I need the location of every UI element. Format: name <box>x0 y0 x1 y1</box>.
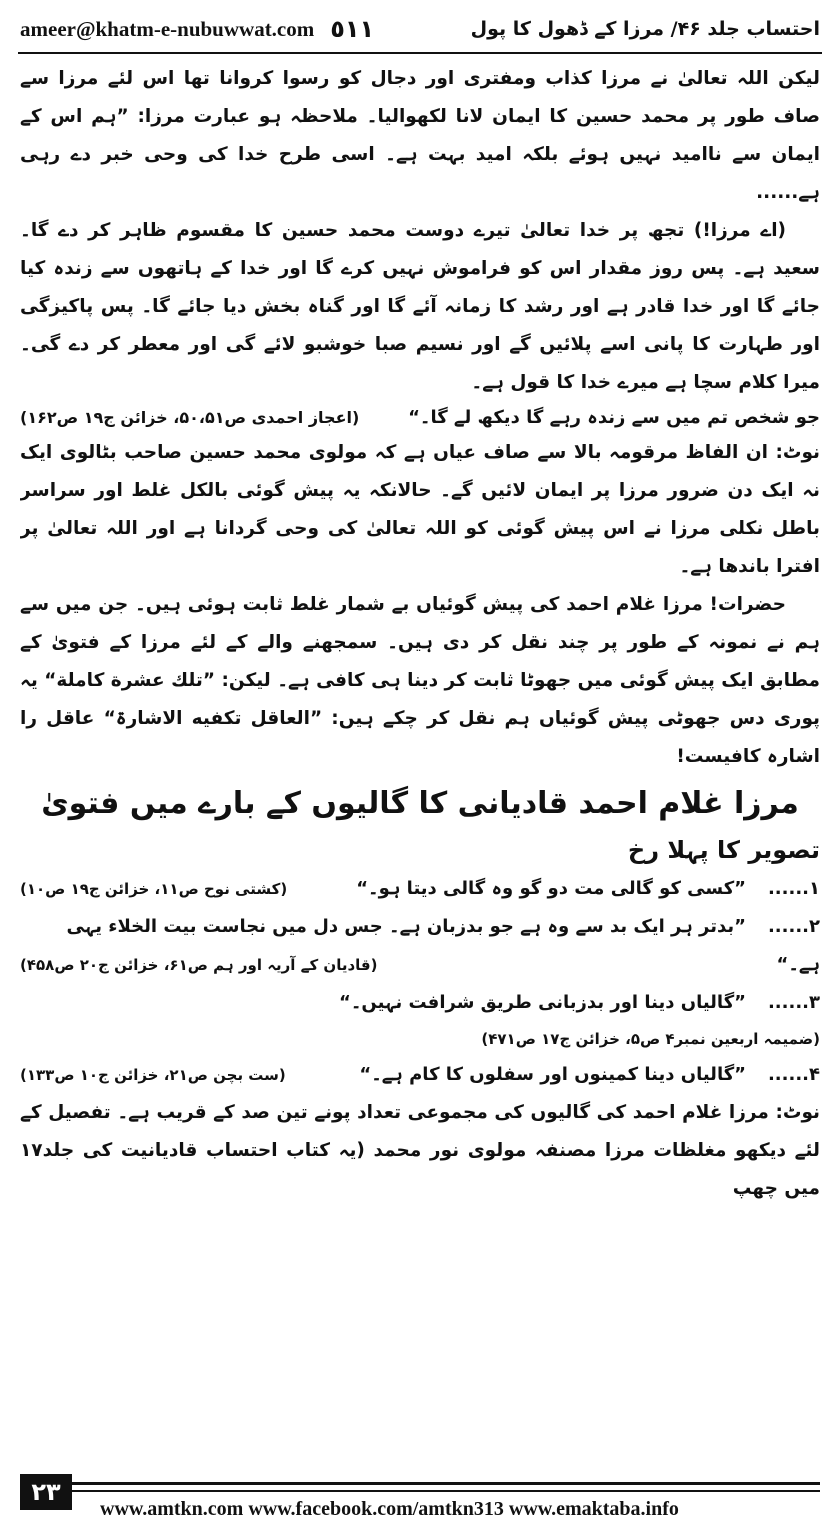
page-content <box>20 60 820 1468</box>
section-heading: مرزا غلام احمد قادیانی کا گالیوں کے بارے میں فتویٰ <box>41 786 799 821</box>
page-footer <box>20 1474 820 1532</box>
paragraph-4: حضرات! مرزا غلام احمد کی پیش گوئیاں بے شمار غلط ثابت ہوئی ہیں۔ جن میں سے ہم نے نمونہ کے طور پر چند نقل کر دی ہیں۔ سمجھنے والے کے لئے مرزا کے فتویٰ کے مطابق ایک پیش گوئی میں جھوٹا ثابت کر دینا ہی کافی ہے۔ لیکن: ”تلك عشرة كاملة“ یہ پوری دس جھوٹی پیش گوئیاں ہم نقل کر چکے ہیں: ”العاقل تکفیه الاشارۃ“ عاقل را اشارہ کافیست! <box>20 594 820 767</box>
footer-page-box: ۲۳ <box>20 1474 72 1510</box>
item-text: ”گالیاں دینا اور بدزبانی طریق شرافت نہیں۔“ <box>339 992 746 1013</box>
footer-rule-thick <box>70 1482 820 1485</box>
item-number: ۲...... <box>767 916 820 937</box>
paragraph-2: (اے مرزا!) تجھ پر خدا تعالیٰ تیرے دوست محمد حسین کا مقسوم ظاہر کر دے گا۔ سعید ہے۔ پس روز مقدار اس کو فراموش نہیں کرے گا اور خدا کے ہاتھوں سے زندہ کیا جائے گا اور خدا قادر ہے اور رشد کا زمانہ آئے گا اور گناہ بخش دیا جائے گا۔ پس پاکیزگی اور طہارت کا پانی اسے پلائیں گے اور نسیم صبا خوشبو لائے گی اور معطر کر دے گی۔ میرا کلام سچا ہے میرے خدا کا قول ہے۔ <box>20 220 820 393</box>
footer-websites[interactable]: www.amtkn.com www.facebook.com/amtkn313 www.emaktaba.info <box>100 1498 679 1520</box>
item-reference: (ضمیمہ اربعین نمبر۴ ص۵، خزائن ج۱۷ ص۴۷۱) <box>481 1030 820 1048</box>
item-number: ۴...... <box>767 1064 820 1085</box>
paragraph-2-end: جو شخص تم میں سے زندہ رہے گا دیکھ لے گا۔“ <box>408 407 820 428</box>
paragraph-3: نوٹ: ان الفاظ مرقومہ بالا سے صاف عیاں ہے کہ مولوی محمد حسین صاحب بٹالوی ایک نہ ایک دن ضرور مرزا پر ایمان لائیں گے۔ حالانکہ یہ پیش گوئی بالکل غلط اور سراسر باطل نکلی مرزا نے اس پیش گوئی کو اللہ تعالیٰ کی وحی گردانا ہے اور اللہ تعالیٰ پر افترا باندھا ہے۔ <box>20 442 820 577</box>
header-email[interactable]: ameer@khatm-e-nubuwwat.com <box>20 16 315 41</box>
header-left <box>20 15 374 43</box>
footer-rule-thin <box>70 1490 820 1492</box>
header-page-number: ٥١١ <box>330 15 375 43</box>
list-item <box>20 870 820 908</box>
header-rule <box>18 52 822 54</box>
item-text: ”گالیاں دینا کمینوں اور سفلوں کا کام ہے۔“ <box>359 1064 746 1085</box>
paragraph-2-reference: (اعجاز احمدی ص۵۰،۵۱، خزائن ج۱۹ ص۱۶۲) <box>20 408 360 427</box>
page-header <box>20 8 820 50</box>
section-subheading: تصویر کا پہلا رخ <box>627 836 820 864</box>
note-paragraph: نوٹ: مرزا غلام احمد کی گالیوں کی مجموعی تعداد پونے تین صد کے قریب ہے۔ تفصیل کے لئے دیکھو مغلظات مرزا مصنفہ مولوی نور محمد (یہ کتاب احتساب قادیانیت کی جلد۱۷ میں چھپ <box>20 1102 820 1199</box>
list-item <box>20 984 820 1022</box>
item-number: ۳...... <box>767 992 820 1013</box>
list-item <box>20 908 820 946</box>
list-item <box>20 946 820 984</box>
item-text: ”بدتر ہر ایک بد سے وہ ہے جو بدزبان ہے۔ جس دل میں نجاست بیت الخلاء یہی <box>66 916 746 937</box>
paragraph-2-closing <box>20 402 820 434</box>
header-book-title: احتساب جلد ۴۶/ مرزا کے ڈھول کا پول <box>470 18 820 40</box>
item-number: ۱...... <box>767 878 820 899</box>
item-reference: (قادیان کے آریہ اور ہم ص۶۱، خزائن ج۲۰ ص۴۵۸) <box>20 956 378 974</box>
item-text: ہے۔“ <box>776 954 820 975</box>
item-reference: (ست بچن ص۲۱، خزائن ج۱۰ ص۱۳۳) <box>20 1066 286 1084</box>
list-item <box>20 1056 820 1094</box>
item-text: ”کسی کو گالی مت دو گو وہ گالی دیتا ہو۔“ <box>356 878 746 899</box>
paragraph-1: لیکن اللہ تعالیٰ نے مرزا کذاب ومفتری اور دجال کو رسوا کروانا تھا اس لئے مرزا سے صاف طور پر محمد حسین کا ایمان لانا لکھوالیا۔ ملاحظہ ہو عبارت مرزا: ”ہم اس کے ایمان سے ناامید نہیں ہوئے بلکہ امید بہت ہے۔ اسی طرح خدا کی وحی خبر دے رہی ہے...... <box>20 68 820 203</box>
item-reference: (کشتی نوح ص۱۱، خزائن ج۱۹ ص۱۰) <box>20 880 288 898</box>
